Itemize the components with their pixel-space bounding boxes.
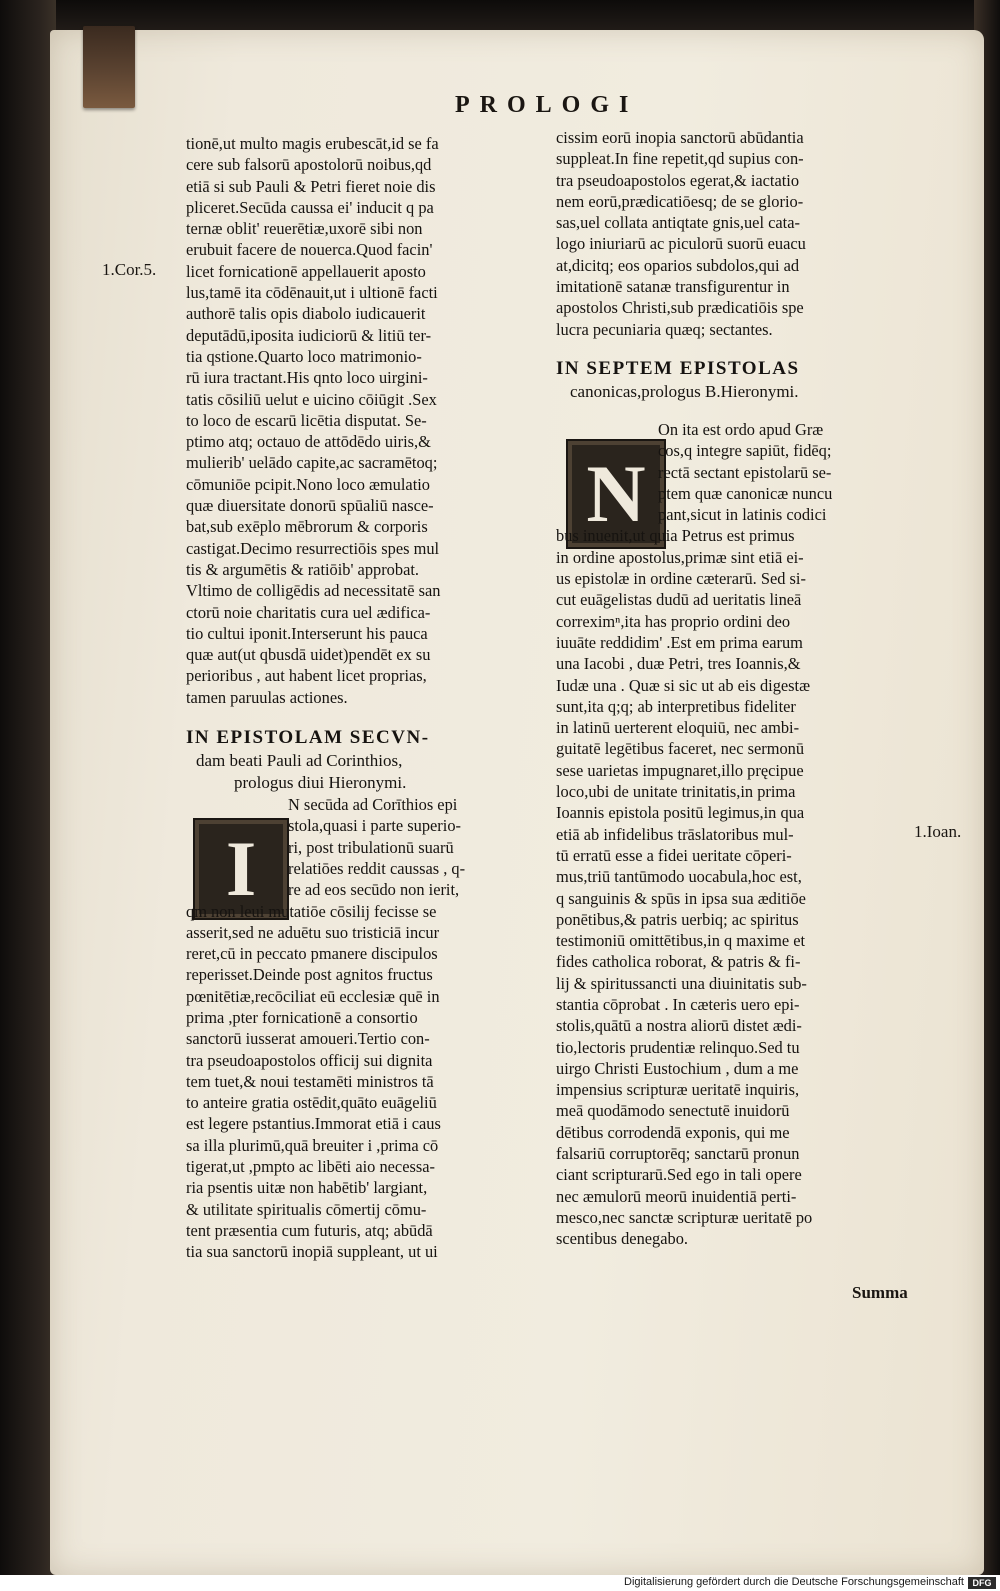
section-subheading: prologus diui Hieronymi.	[234, 773, 407, 793]
catchword: Summa	[852, 1283, 908, 1302]
text-line: us epistolæ in ordine cæterarū. Sed si-	[556, 569, 806, 589]
digitization-credit: Digitalisierung gefördert durch die Deutsche Forschungsgemeinschaft	[624, 1576, 964, 1588]
text-line: to loco de escarū licētia disputat. Se-	[186, 410, 427, 430]
text-line: etiā ab infidelibus trāslatoribus mul-	[556, 824, 794, 844]
text-column-right	[556, 127, 920, 1250]
text-line: ponētibus,& patris uerbiq; ac spiritus	[556, 909, 799, 929]
text-line: falsariū corruptorēq; sanctarū pronun	[556, 1144, 800, 1164]
scan-border-left	[0, 0, 56, 1575]
text-line: guitatē legētibus faceret, nec sermonū	[556, 739, 805, 759]
text-line: asserit,sed ne aduētu suo tristiciā incur	[186, 922, 440, 942]
decorated-initial-i: I	[193, 818, 289, 920]
text-line: sa illa plurimū,quā breuiter i ,prima cō	[186, 1135, 439, 1155]
text-line: cere sub falsorū apostolorū noibus,qd	[186, 155, 432, 175]
text-line: ria psentis uitæ non habētib' largiant,	[186, 1178, 428, 1198]
text-line: tent præsentia cum futuris, atq; abūdā	[186, 1220, 433, 1240]
text-line: prima ,pter fornicationē a consortio	[186, 1007, 418, 1027]
text-line: ctorū noie charitatis cura uel ædifica-	[186, 602, 431, 622]
text-line: apostolos Christi,sub prædicatiōis spe	[556, 298, 804, 318]
text-line: N secūda ad Corīthios epi	[288, 795, 458, 815]
text-line: authorē talis opis diabolo iudicauerit	[186, 304, 426, 324]
text-line: meā quodāmodo senectutē inuidorū	[556, 1101, 790, 1121]
text-line: ptimo atq; octauo de attōdēdo uiris,&	[186, 432, 431, 452]
prologue-text-block	[556, 127, 920, 340]
text-line: tigerat,ut ,pmpto ac libēti aio necessa-	[186, 1157, 435, 1177]
margin-note-right: 1.Ioan.	[914, 822, 962, 841]
initial-text-block	[186, 794, 548, 900]
section-subheading: dam beati Pauli ad Corinthios,	[196, 751, 403, 771]
text-line: erubuit facere de nouerca.Quod facin'	[186, 240, 433, 260]
prologue-text-block	[556, 525, 920, 1249]
text-line: tia sua sanctorū inopiā suppleant, ut ui	[186, 1242, 438, 1262]
text-column-left	[186, 133, 548, 1263]
text-line: deputādū,iposita iudiciorū & litiū ter-	[186, 325, 432, 345]
text-line: cōmuniōe pcipit.Nono loco æmulatio	[186, 474, 431, 494]
text-line: in ordine apostolus,primæ sint etiā ei-	[556, 547, 804, 567]
text-line: Ioannis epistola positū legimus,in qua	[556, 803, 805, 823]
text-line: quæ aut(ut qbusdā uidet)pendēt ex su	[186, 645, 431, 665]
text-line: castigat.Decimo resurrectiōis spes mul	[186, 538, 440, 558]
text-line: tamen paruulas actiones.	[186, 687, 348, 707]
text-line: qm non leui mutatiōe cōsilij fecisse se	[186, 901, 437, 921]
section-subheading: canonicas,prologus B.Hieronymi.	[570, 381, 799, 401]
page-tab-marker	[83, 26, 135, 108]
text-line: uirgo Christi Eustochium , dum a me	[556, 1058, 799, 1078]
text-line: rectā sectant epistolarū se-	[658, 462, 832, 482]
text-line: testimoniū omittētibus,in q maxime et	[556, 931, 806, 951]
text-line: lij & spiritussancti una diuinitatis sub-	[556, 973, 807, 993]
text-line: fides catholica roborat, & patris & fi-	[556, 952, 801, 972]
running-head: PROLOGI	[455, 92, 639, 118]
margin-note-left: 1.Cor.5.	[102, 260, 157, 279]
text-line: lus,tamē ita cōdēnauit,ut i ultionē facti	[186, 283, 438, 303]
text-line: iuuāte reddidim' .Est em prima earum	[556, 632, 803, 652]
text-line: est legere pstantius.Immorat etiā i caus	[186, 1114, 441, 1134]
text-line: impensius scripturæ ueritatē inquiris,	[556, 1080, 800, 1100]
text-line: mesco,nec sanctæ scripturæ ueritatē po	[556, 1207, 813, 1227]
text-line: cos,q integre sapiūt, fidēq;	[658, 441, 832, 461]
text-line: licet fornicationē appellauerit aposto	[186, 261, 426, 281]
text-line: etiā si sub Pauli & Petri fieret noie dis	[186, 176, 436, 196]
text-line: bus inuenit,ut quia Petrus est primus	[556, 526, 795, 546]
text-line: ternæ oblit' reuerētiæ,uxorē sibi non	[186, 219, 423, 239]
text-line: una Iacobi , duæ Petri, tres Ioannis,&	[556, 654, 801, 674]
text-line: pliceret.Secūda caussa ei' inducit q pa	[186, 197, 434, 217]
text-line: Iudæ una . Quæ si sic ut ab eis digestæ	[556, 675, 811, 695]
text-line: tem tuet,& noui testamēti ministros tā	[186, 1071, 434, 1091]
text-line: tra pseudoapostolos egerat,& iactatio	[556, 170, 800, 190]
text-line: imitationē satanæ transfigurentur in	[556, 277, 790, 297]
text-line: pant,sicut in latinis codici	[658, 505, 827, 525]
text-line: q sanguinis & spūs in ipsa sua æditiōe	[556, 888, 806, 908]
text-line: tionē,ut multo magis erubescāt,id se fa	[186, 134, 439, 153]
text-line: bat,sub exēplo mēbrorum & corporis	[186, 517, 428, 537]
text-line: tio cultui iponit.Interserunt his pauca	[186, 623, 428, 643]
text-line: cissim eorū inopia sanctorū abūdantia	[556, 128, 804, 147]
text-line: tatis cōsiliū uelut e uicino cōiūgit .Sex	[186, 389, 437, 409]
dfg-logo: DFG	[968, 1577, 996, 1589]
text-line: rū iura tractant.His qnto loco uirgini-	[186, 368, 428, 388]
text-line: tia qstione.Quarto loco matrimonio-	[186, 346, 422, 366]
text-line: On ita est ordo apud Græ	[658, 419, 824, 439]
text-line: tra pseudoapostolos officij sui dignita	[186, 1050, 433, 1070]
text-line: tis & argumētis & ratiōib' approbat.	[186, 559, 419, 579]
text-line: perioribus , aut habent licet proprias,	[186, 666, 427, 686]
text-line: ciant scripturarū.Sed ego in tali opere	[556, 1165, 802, 1185]
text-line: Vltimo de colligēdis ad necessitatē san	[186, 581, 441, 601]
scan-border-top	[0, 0, 1000, 34]
text-line: lucra pecuniaria quæq; sectantes.	[556, 319, 773, 339]
decorated-initial-n: N	[566, 439, 666, 549]
text-line: dētibus corrodendā exponis, qui me	[556, 1122, 790, 1142]
text-line: re ad eos secūdo non ierit,	[288, 880, 460, 900]
text-line: nem eorū,prædicatiōesq; de se glorio-	[556, 191, 804, 211]
section-heading: IN SEPTEM EPISTOLAS	[556, 357, 800, 379]
text-line: sanctorū iusserat amoueri.Tertio con-	[186, 1029, 430, 1049]
text-line: sunt,ita q;q; ab interpretibus fideliter	[556, 696, 796, 716]
text-line: logo iniuriarū ac piculorū suorū euacu	[556, 234, 806, 254]
text-line: tio,lectoris prudentiæ relinquo.Sed tu	[556, 1037, 800, 1057]
text-line: stola,quasi i parte superio-	[288, 816, 461, 836]
text-line: suppleat.In fine repetit,qd supius con-	[556, 149, 804, 169]
text-line: loco,ubi de unitate trinitatis,in prima	[556, 782, 796, 802]
text-line: reperisset.Deinde post agnitos fructus	[186, 965, 433, 985]
text-line: & utilitate spiritualis cōmertij cōmu-	[186, 1199, 427, 1219]
text-line: mus,triū tantūmodo uocabula,hoc est,	[556, 867, 802, 887]
prologue-text-block	[186, 901, 548, 1263]
text-line: in latinū uerterent eloquiū, nec ambi-	[556, 718, 800, 738]
text-line: tū erratū esse a fidei ueritate cōperi-	[556, 845, 792, 865]
text-line: ptem quæ canonicæ nuncu	[658, 483, 833, 503]
text-line: sese uarietas impugnaret,illo pręcipue	[556, 760, 804, 780]
text-line: nec æmulorū meorū inuidentiā perti-	[556, 1186, 797, 1206]
initial-text-block	[556, 419, 920, 525]
text-line: sas,uel collata antiqtate gnis,uel cata-	[556, 213, 800, 233]
prologue-text-block	[186, 133, 548, 708]
section-heading: IN EPISTOLAM SECVN-	[186, 727, 430, 749]
text-line: quæ diuersitate donorū spūaliū nasce-	[186, 496, 434, 516]
text-line: scentibus denegabo.	[556, 1229, 688, 1249]
text-line: correximⁿ,ita has proprio ordini deo	[556, 611, 791, 631]
text-line: at,dicitq; eos oparios subdolos,qui ad	[556, 255, 800, 275]
text-line: ri, post tribulationū suarū	[288, 837, 454, 857]
text-line: cut euāgelistas dudū ad ueritatis lineā	[556, 590, 802, 610]
text-line: mulierib' uelādo capite,ac sacramētoq;	[186, 453, 438, 473]
text-line: relatiōes reddit caussas , q-	[288, 858, 466, 878]
text-line: stantia cōprobat . In cæteris uero epi-	[556, 994, 800, 1014]
text-line: pœnitētiæ,recōciliat eū ecclesiæ quē in	[186, 986, 440, 1006]
text-line: to anteire gratia ostēdit,quāto euāgeliū	[186, 1093, 437, 1113]
text-line: stolis,quātū a nostra aliorū distet ædi-	[556, 1016, 802, 1036]
text-line: reret,cū in peccato pmanere discipulos	[186, 944, 438, 964]
